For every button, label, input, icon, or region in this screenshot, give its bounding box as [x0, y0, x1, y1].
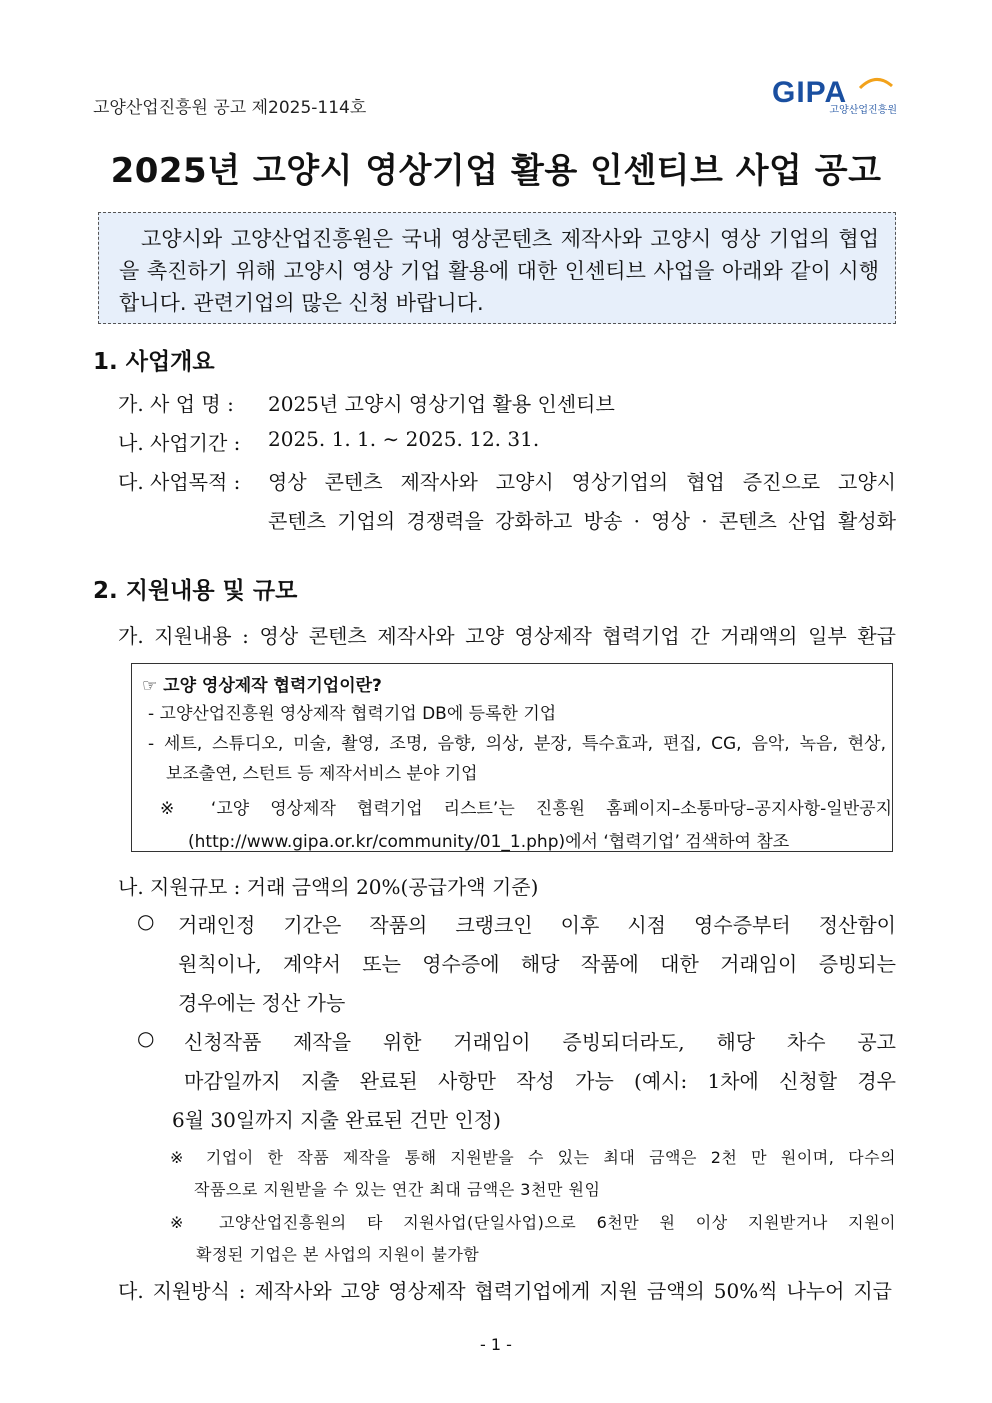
page-title: 2025년 고양시 영상기업 활용 인센티브 사업 공고 — [110, 151, 882, 191]
section1-item-b-label: 나. 사업기간 : — [118, 431, 241, 455]
section1-item-c-label: 다. 사업목적 : — [118, 470, 241, 494]
intro-text: 고양시와 고양산업진흥원은 국내 영상콘텐츠 제작사와 고양시 영상 기업의 협업을 촉진하기 위해 고양시 영상 기업 활용에 대한 인센티브 사업을 아래와 같이 시행합니다. 관련기업의 많은 신청 바랍니다. — [119, 227, 879, 315]
note2-line1 — [170, 1210, 896, 1233]
partner-box-line3: 보조출연, 스턴트 등 제작서비스 분야 기업 — [166, 764, 478, 784]
bullet2-line2-text: 마감일까지 지출 완료된 사항만 작성 가능 (예시: 1차에 신청할 경우 — [184, 1069, 896, 1093]
bullet1-line2 — [178, 948, 896, 977]
logo-wordmark: GIPA — [772, 76, 848, 109]
note1-line2: 작품으로 지원받을 수 있는 연간 최대 금액은 3천만 원임 — [194, 1180, 601, 1199]
bullet1-mark: ○ — [137, 909, 155, 933]
partner-box-line4 — [160, 794, 892, 819]
section2-item-c-text: 다. 지원방식 : 제작사와 고양 영상제작 협력기업에게 지원 금액의 50%씩 나누어 지급 — [118, 1279, 892, 1303]
section2-item-a-text: 가. 지원내용 : 영상 콘텐츠 제작사와 고양 영상제작 협력기업 간 거래액의 일부 환급 — [118, 624, 896, 648]
bullet1-line2-text: 원칙이나, 계약서 또는 영수증에 해당 작품에 대한 거래임이 증빙되는 — [178, 952, 896, 976]
section1-item-c-text — [268, 466, 896, 495]
section1-item-c-cont — [268, 505, 896, 534]
intro-box — [98, 212, 896, 324]
section2-item-a — [118, 620, 896, 649]
note1-line1 — [170, 1145, 896, 1168]
section1-item-c-line2: 콘텐츠 기업의 경쟁력을 강화하고 방송 · 영상 · 콘텐츠 산업 활성화 — [268, 509, 896, 533]
bullet2-line2 — [184, 1065, 896, 1094]
bullet2-line3: 6월 30일까지 지출 완료된 건만 인정) — [172, 1108, 501, 1132]
section2-item-c — [118, 1275, 892, 1304]
note2-line2: 확정된 기업은 본 사업의 지원이 불가함 — [196, 1245, 480, 1264]
partner-box-line5: (http://www.gipa.or.kr/community/01_1.php)에서 ‘협력기업’ 검색하여 참조 — [188, 832, 790, 852]
note1-line1-text: ※ 기업이 한 작품 제작을 통해 지원받을 수 있는 최대 금액은 2천 만 원이며, 다수의 — [170, 1148, 896, 1167]
gipa-logo — [772, 78, 897, 116]
logo-swoosh-icon — [858, 76, 894, 90]
bullet2-line1 — [184, 1026, 896, 1055]
partner-definition-box — [131, 663, 893, 852]
notice-number: 고양산업진흥원 공고 제2025-114호 — [93, 98, 367, 118]
section1-item-c-line1: 영상 콘텐츠 제작사와 고양시 영상기업의 협업 증진으로 고양시 — [268, 470, 896, 494]
bullet2-line1-text: 신청작품 제작을 위한 거래임이 증빙되더라도, 해당 차수 공고 — [184, 1030, 896, 1054]
bullet2-mark: ○ — [137, 1026, 155, 1050]
note2-line1-text: ※ 고양산업진흥원의 타 지원사업(단일사업)으로 6천만 원 이상 지원받거나 지원이 — [170, 1213, 896, 1232]
partner-box-line2-text: - 세트, 스튜디오, 미술, 촬영, 조명, 음향, 의상, 분장, 특수효과, 편집, CG, 음악, 녹음, 현상, — [148, 734, 886, 754]
partner-box-line4-text: ※ ‘고양 영상제작 협력기업 리스트’는 진흥원 홈페이지–소통마당–공지사항-일반공지 — [160, 799, 892, 819]
section1-item-a-text: 2025년 고양시 영상기업 활용 인센티브 — [268, 392, 615, 416]
section1-item-a-label: 가. 사 업 명 : — [118, 392, 234, 416]
bullet1-line1-text: 거래인정 기간은 작품의 크랭크인 이후 시점 영수증부터 정산함이 — [178, 913, 896, 937]
section1-item-b-text: 2025. 1. 1. ∼ 2025. 12. 31. — [268, 427, 540, 451]
partner-box-line2 — [148, 729, 886, 754]
partner-box-line1: - 고양산업진흥원 영상제작 협력기업 DB에 등록한 기업 — [148, 704, 557, 724]
bullet1-line1 — [178, 909, 896, 938]
section2-heading: 2. 지원내용 및 규모 — [93, 578, 298, 604]
page-number: - 1 - — [480, 1335, 512, 1354]
partner-box-heading: ☞ 고양 영상제작 협력기업이란? — [142, 676, 382, 696]
section2-item-b: 나. 지원규모 : 거래 금액의 20%(공급가액 기준) — [118, 875, 539, 899]
bullet1-line3: 경우에는 정산 가능 — [178, 991, 346, 1015]
section1-heading: 1. 사업개요 — [93, 349, 215, 375]
logo-subtext: 고양산업진흥원 — [829, 105, 897, 116]
